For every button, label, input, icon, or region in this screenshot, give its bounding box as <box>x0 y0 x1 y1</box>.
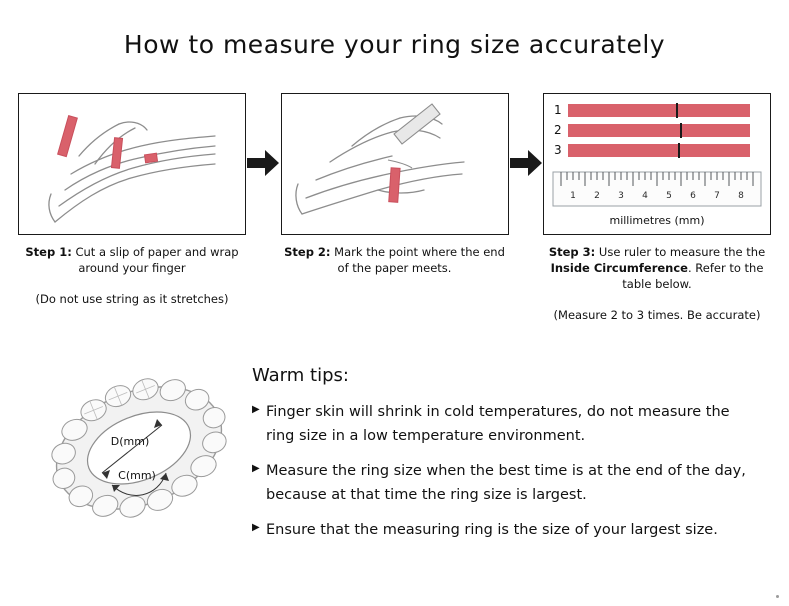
step-3-caption <box>543 244 771 292</box>
paper-strip-row <box>554 103 750 117</box>
ruler-group <box>552 166 764 220</box>
svg-text:3: 3 <box>618 191 624 201</box>
tip-item <box>252 400 762 448</box>
step-2-illustration <box>281 93 509 235</box>
corner-artifact <box>776 595 779 598</box>
ruler-illustration <box>552 166 764 216</box>
step-1-caption <box>18 244 246 276</box>
page-title: How to measure your ring size accurately <box>123 30 666 59</box>
paper-strip <box>568 104 750 117</box>
strip-mark <box>678 143 680 158</box>
paper-strip <box>568 124 750 137</box>
svg-text:2: 2 <box>594 191 600 201</box>
bullet-icon: ▶ <box>252 463 260 474</box>
tip-text: Ensure that the measuring ring is the size of your largest size. <box>266 522 718 538</box>
paper-strip-row <box>554 143 750 157</box>
step-2-text: Mark the point where the end of the paper meets. <box>330 245 505 275</box>
lower-section <box>0 345 789 585</box>
svg-text:5: 5 <box>666 191 672 201</box>
bullet-icon: ▶ <box>252 404 260 415</box>
step-1-lead: Step 1: <box>25 245 72 259</box>
hand-paper-strip-illustration <box>19 94 245 234</box>
tip-text: Finger skin will shrink in cold temperatures, do not measure the ring size in a low temperature environment. <box>266 404 730 444</box>
ring-diagram <box>34 353 244 543</box>
svg-text:4: 4 <box>642 191 648 201</box>
tip-text: Measure the ring size when the best time is at the end of the day, because at that time the ring size is largest. <box>266 463 746 503</box>
step-1-illustration <box>18 93 246 235</box>
step-2-caption <box>281 244 509 276</box>
warm-tips-block <box>252 365 762 553</box>
arrow-2-icon <box>509 93 543 233</box>
tip-item <box>252 459 762 507</box>
svg-text:1: 1 <box>570 191 576 201</box>
paper-strips-group <box>554 103 750 163</box>
steps-row <box>18 93 771 322</box>
svg-text:8: 8 <box>738 191 744 201</box>
strip-number: 1 <box>554 103 562 117</box>
ruler-unit-label: millimetres (mm) <box>609 214 705 227</box>
strip-number: 2 <box>554 123 562 137</box>
diameter-label: D(mm) <box>110 435 150 448</box>
step-1 <box>18 93 246 306</box>
arrow-1-icon <box>246 93 280 233</box>
step-1-note: (Do not use string as it stretches) <box>35 292 229 306</box>
tip-item <box>252 518 762 542</box>
svg-text:6: 6 <box>690 191 696 201</box>
strip-mark <box>680 123 682 138</box>
svg-text:7: 7 <box>714 191 720 201</box>
step-3 <box>543 93 771 322</box>
circumference-label: C(mm) <box>118 469 156 482</box>
hand-marking-pen-illustration <box>282 94 508 234</box>
step-3-lead: Step 3: <box>548 245 596 259</box>
strip-mark <box>676 103 678 118</box>
step-1-text: Cut a slip of paper and wrap around your finger <box>71 245 239 275</box>
step-3-illustration <box>543 93 771 235</box>
eternity-ring-illustration <box>34 353 244 543</box>
bullet-icon: ▶ <box>252 522 260 533</box>
paper-strip <box>568 144 750 157</box>
paper-strip-row <box>554 123 750 137</box>
strip-number: 3 <box>554 143 562 157</box>
step-3-text: Use ruler to measure the the Inside Circumference. Refer to the table below. <box>550 245 766 291</box>
step-2-lead: Step 2: <box>284 245 331 259</box>
step-3-note: (Measure 2 to 3 times. Be accurate) <box>553 308 761 322</box>
step-2 <box>281 93 509 292</box>
warm-tips-title: Warm tips: <box>252 365 349 386</box>
